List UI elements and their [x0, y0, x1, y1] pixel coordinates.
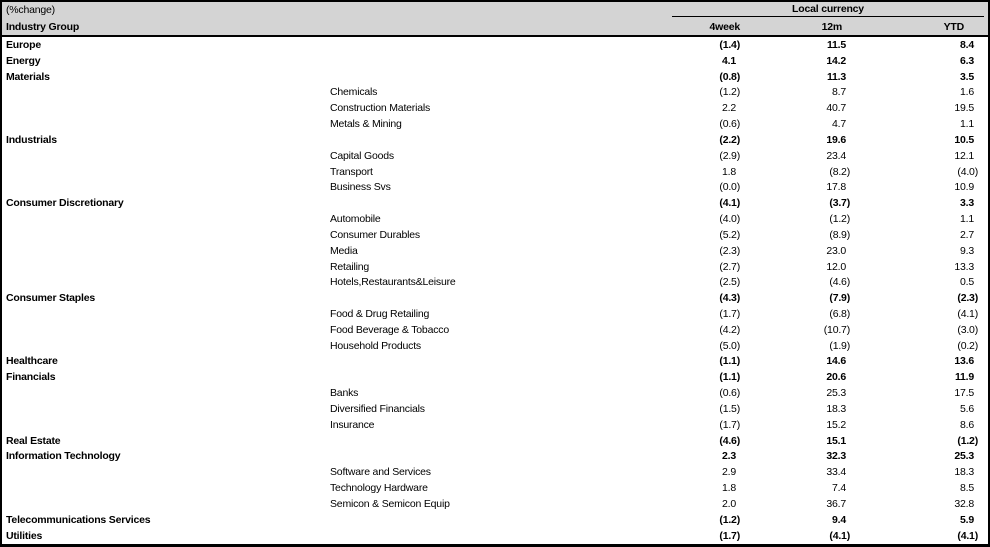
row-label: Consumer Discretionary [6, 197, 124, 210]
row-value-12m: 20.6 [826, 371, 846, 384]
row-value-4week: (4.3) [719, 292, 740, 305]
row-value-ytd: 5.9 [960, 513, 974, 526]
row-label: Materials [6, 70, 50, 83]
row-value-12m: 14.2 [826, 54, 846, 67]
row-value-12m: 19.6 [826, 133, 846, 146]
row-value-12m: 40.7 [826, 102, 846, 115]
column-header-ytd: YTD [943, 21, 964, 33]
row-value-12m: (1.2) [829, 213, 850, 226]
table-row [2, 354, 988, 370]
row-label: Banks [330, 387, 359, 400]
row-value-ytd: 13.3 [954, 260, 974, 273]
row-value-4week: (2.5) [719, 276, 740, 289]
row-value-4week: (0.6) [719, 118, 740, 131]
industry-group-header: Industry Group [6, 21, 80, 33]
table-row [2, 227, 988, 243]
row-value-4week: (1.1) [719, 371, 740, 384]
row-value-ytd: (2.3) [957, 292, 978, 305]
table-row [2, 385, 988, 401]
row-label: Construction Materials [330, 102, 431, 115]
table-row [2, 148, 988, 164]
row-value-ytd: 5.6 [960, 402, 974, 415]
row-value-ytd: (4.0) [957, 165, 978, 178]
row-label: Retailing [330, 260, 370, 273]
row-value-ytd: 12.1 [954, 149, 974, 162]
row-label: Telecommunications Services [6, 513, 151, 526]
table-row [2, 195, 988, 211]
percent-change-label: (%change) [6, 4, 55, 16]
row-value-4week: (4.2) [719, 323, 740, 336]
row-value-ytd: 11.9 [954, 371, 974, 384]
table-row [2, 69, 988, 85]
table-row [2, 369, 988, 385]
row-value-4week: (4.0) [719, 213, 740, 226]
row-value-12m: 14.6 [826, 355, 846, 368]
row-value-4week: (4.6) [719, 434, 740, 447]
row-value-ytd: 1.6 [960, 86, 974, 99]
row-value-ytd: 9.3 [960, 244, 974, 257]
row-value-ytd: (4.1) [957, 529, 978, 542]
table-row [2, 401, 988, 417]
row-value-12m: 11.5 [826, 38, 846, 51]
header-row-columns [2, 19, 988, 35]
row-value-ytd: 19.5 [954, 102, 974, 115]
row-value-4week: (1.2) [719, 86, 740, 99]
row-value-4week: (2.3) [719, 244, 740, 257]
row-value-ytd: (3.0) [957, 323, 978, 336]
row-value-4week: 2.0 [722, 497, 736, 510]
row-value-ytd: 6.3 [960, 54, 974, 67]
table-row [2, 433, 988, 449]
row-value-4week: 2.9 [722, 466, 736, 479]
row-value-4week: (5.0) [719, 339, 740, 352]
row-value-ytd: 1.1 [960, 118, 974, 131]
row-value-12m: (7.9) [829, 292, 850, 305]
table-row [2, 211, 988, 227]
row-value-12m: 7.4 [832, 482, 846, 495]
row-value-4week: 2.3 [722, 450, 736, 463]
table-row [2, 100, 988, 116]
row-value-4week: (1.4) [719, 38, 740, 51]
row-label: Food Beverage & Tobacco [330, 323, 449, 336]
row-label: Energy [6, 54, 41, 67]
row-value-12m: (4.6) [829, 276, 850, 289]
table-row [2, 417, 988, 433]
row-label: Automobile [330, 213, 381, 226]
row-label: Technology Hardware [330, 482, 428, 495]
table-body [2, 37, 988, 544]
row-value-ytd: 10.5 [954, 133, 974, 146]
row-value-12m: (1.9) [829, 339, 850, 352]
row-label: Consumer Durables [330, 228, 420, 241]
row-label: Software and Services [330, 466, 431, 479]
row-value-4week: (2.2) [719, 133, 740, 146]
row-value-ytd: 1.1 [960, 213, 974, 226]
row-label: Industrials [6, 133, 57, 146]
row-label: Information Technology [6, 450, 121, 463]
row-value-4week: 1.8 [722, 165, 736, 178]
row-value-ytd: (1.2) [957, 434, 978, 447]
row-value-ytd: 2.7 [960, 228, 974, 241]
row-value-12m: 32.3 [826, 450, 846, 463]
row-label: Hotels,Restaurants&Leisure [330, 276, 456, 289]
row-label: Real Estate [6, 434, 61, 447]
row-value-ytd: 10.9 [954, 181, 974, 194]
row-label: Business Svs [330, 181, 391, 194]
row-value-12m: 17.8 [826, 181, 846, 194]
table-header [2, 2, 988, 37]
local-currency-label: Local currency [672, 3, 984, 17]
row-value-ytd: 17.5 [954, 387, 974, 400]
row-value-4week: (2.9) [719, 149, 740, 162]
row-value-12m: (8.9) [829, 228, 850, 241]
header-row-currency [2, 2, 988, 19]
row-value-12m: 11.3 [826, 70, 846, 83]
table-row [2, 132, 988, 148]
row-value-ytd: (0.2) [957, 339, 978, 352]
row-value-4week: 1.8 [722, 482, 736, 495]
row-value-4week: (1.2) [719, 513, 740, 526]
table-row [2, 179, 988, 195]
row-value-4week: (4.1) [719, 197, 740, 210]
row-value-12m: (10.7) [823, 323, 850, 336]
row-value-12m: 4.7 [832, 118, 846, 131]
row-label: Metals & Mining [330, 118, 402, 131]
table-row [2, 37, 988, 53]
table-row [2, 290, 988, 306]
row-value-4week: (1.7) [719, 307, 740, 320]
row-label: Capital Goods [330, 149, 394, 162]
row-value-12m: (6.8) [829, 307, 850, 320]
table-row [2, 306, 988, 322]
row-value-12m: (8.2) [829, 165, 850, 178]
row-value-4week: (2.7) [719, 260, 740, 273]
table-row [2, 528, 988, 544]
row-value-12m: 15.2 [826, 418, 846, 431]
row-value-4week: (1.5) [719, 402, 740, 415]
row-value-12m: (3.7) [829, 197, 850, 210]
row-value-12m: 25.3 [826, 387, 846, 400]
row-label: Europe [6, 38, 41, 51]
row-label: Transport [330, 165, 373, 178]
row-label: Media [330, 244, 358, 257]
row-value-4week: (0.8) [719, 70, 740, 83]
row-value-4week: (0.0) [719, 181, 740, 194]
row-value-4week: (1.1) [719, 355, 740, 368]
row-label: Consumer Staples [6, 292, 95, 305]
column-header-12m: 12m [821, 21, 842, 33]
row-label: Healthcare [6, 355, 58, 368]
row-value-12m: (4.1) [829, 529, 850, 542]
row-value-12m: 23.4 [826, 149, 846, 162]
row-value-4week: (1.7) [719, 418, 740, 431]
table-row [2, 480, 988, 496]
table-row [2, 464, 988, 480]
row-value-12m: 15.1 [826, 434, 846, 447]
table-row [2, 243, 988, 259]
row-value-4week: 4.1 [722, 54, 736, 67]
row-label: Utilities [6, 529, 43, 542]
row-label: Food & Drug Retailing [330, 307, 430, 320]
row-label: Financials [6, 371, 56, 384]
row-label: Household Products [330, 339, 421, 352]
row-value-12m: 12.0 [826, 260, 846, 273]
column-header-4week: 4week [709, 21, 740, 33]
row-value-ytd: 18.3 [954, 466, 974, 479]
row-label: Chemicals [330, 86, 378, 99]
row-value-ytd: 32.8 [954, 497, 974, 510]
row-label: Insurance [330, 418, 375, 431]
row-value-12m: 8.7 [832, 86, 846, 99]
row-label: Semicon & Semicon Equip [330, 497, 450, 510]
row-value-ytd: 3.3 [960, 197, 974, 210]
row-value-ytd: (4.1) [957, 307, 978, 320]
table-row [2, 496, 988, 512]
row-value-ytd: 3.5 [960, 70, 974, 83]
table-row [2, 164, 988, 180]
row-value-ytd: 0.5 [960, 276, 974, 289]
table-row [2, 449, 988, 465]
row-value-12m: 9.4 [832, 513, 846, 526]
row-value-12m: 18.3 [826, 402, 846, 415]
table-row [2, 338, 988, 354]
table-row [2, 84, 988, 100]
row-value-12m: 23.0 [826, 244, 846, 257]
row-value-12m: 33.4 [826, 466, 846, 479]
row-value-12m: 36.7 [826, 497, 846, 510]
row-value-4week: (1.7) [719, 529, 740, 542]
row-value-ytd: 8.5 [960, 482, 974, 495]
row-value-4week: (5.2) [719, 228, 740, 241]
table-row [2, 53, 988, 69]
row-value-ytd: 8.6 [960, 418, 974, 431]
row-value-4week: (0.6) [719, 387, 740, 400]
table-row [2, 116, 988, 132]
row-value-4week: 2.2 [722, 102, 736, 115]
row-value-ytd: 25.3 [954, 450, 974, 463]
row-label: Diversified Financials [330, 402, 425, 415]
table-row [2, 274, 988, 290]
row-value-ytd: 13.6 [954, 355, 974, 368]
table-row [2, 322, 988, 338]
table-row [2, 259, 988, 275]
row-value-ytd: 8.4 [960, 38, 974, 51]
table-row [2, 512, 988, 528]
